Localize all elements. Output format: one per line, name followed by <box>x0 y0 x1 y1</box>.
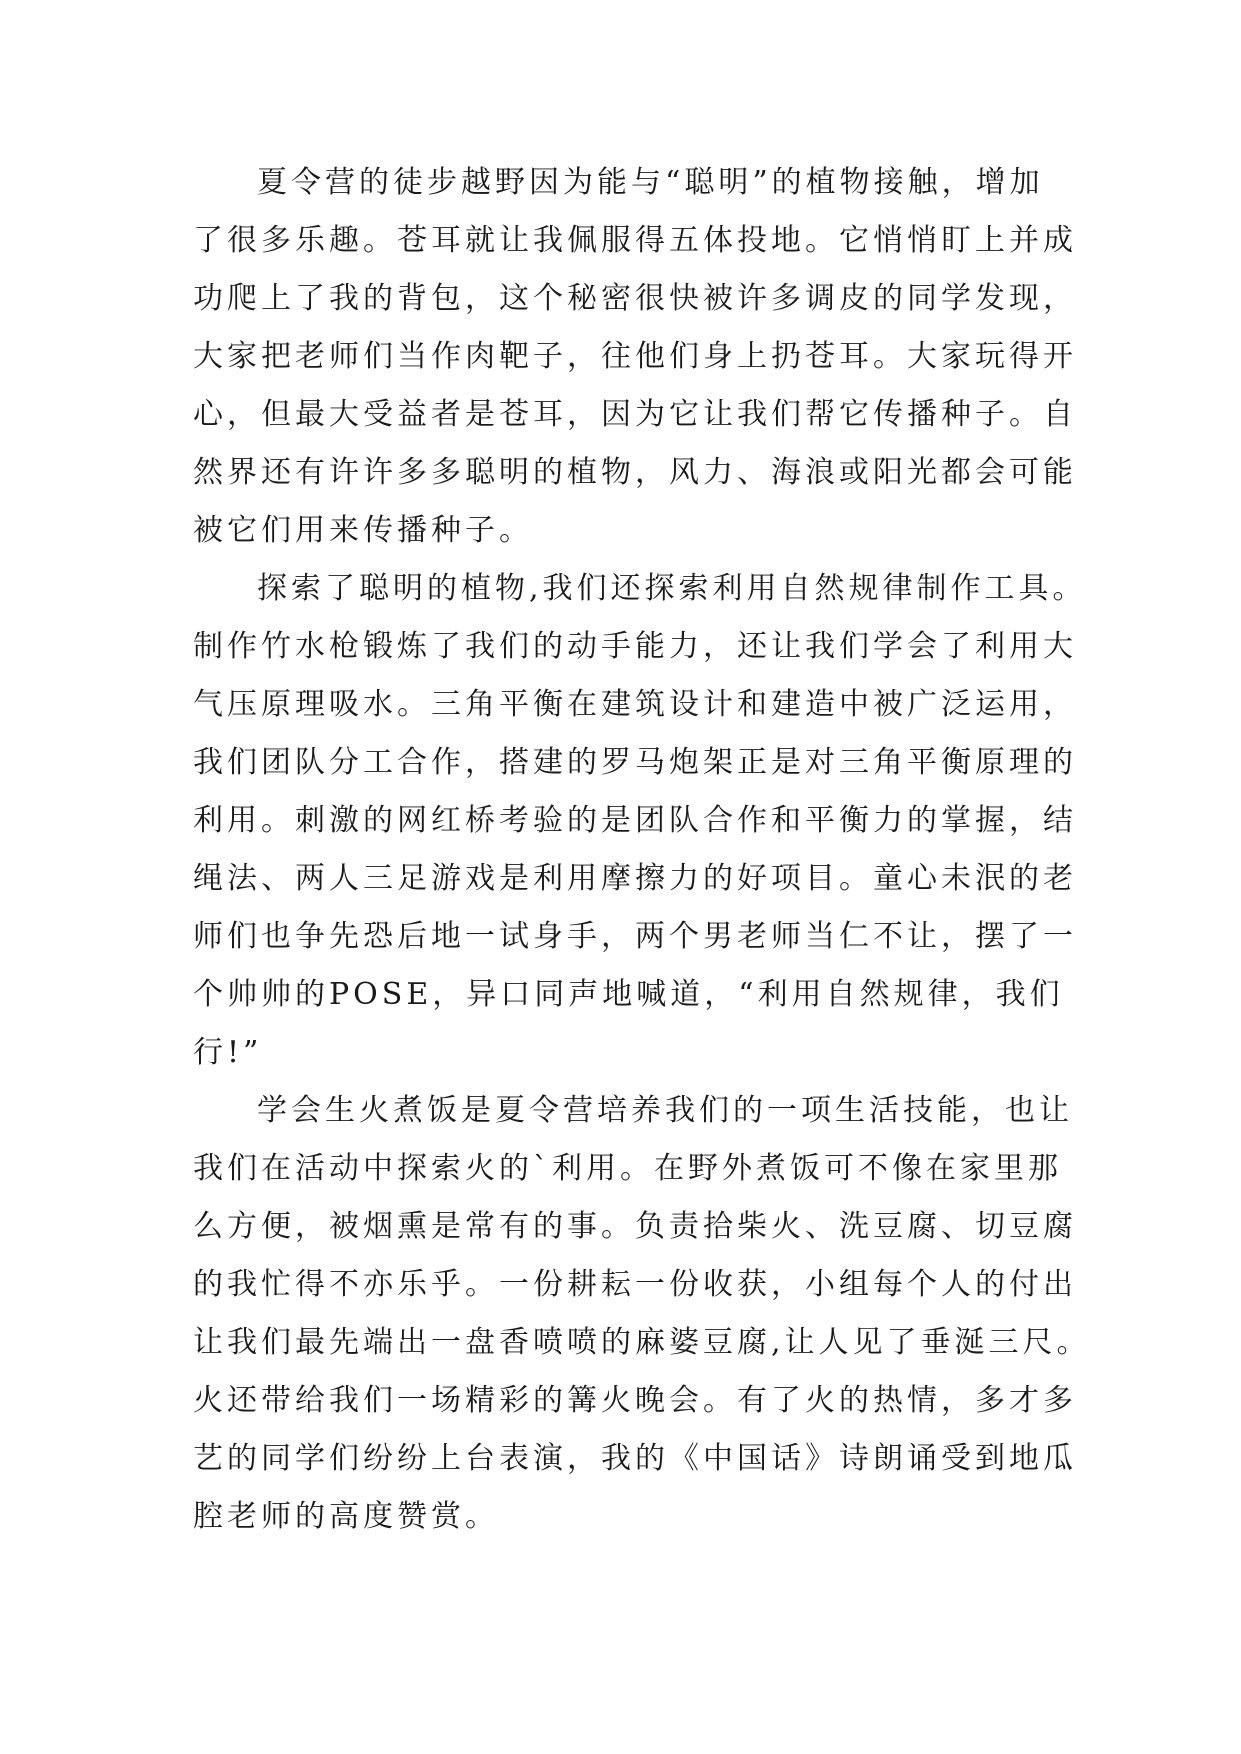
text-line: 夏令营的徒步越野因为能与“聪明”的植物接触，增加 <box>257 165 1044 200</box>
text-line: 被它们用来传播种子。 <box>193 513 533 548</box>
text-line: 了很多乐趣。苍耳就让我佩服得五体投地。它悄悄盯上并成 <box>193 223 1077 258</box>
text-line: 气压原理吸水。三角平衡在建筑设计和建造中被广泛运用， <box>193 687 1077 722</box>
text-line: 大家把老师们当作肉靶子，往他们身上扔苍耳。大家玩得开 <box>193 339 1077 374</box>
text-line: 腔老师的高度赞赏。 <box>193 1499 499 1534</box>
text-line: 我们团队分工合作，搭建的罗马炮架正是对三角平衡原理的 <box>193 745 1077 780</box>
text-line: 然界还有许许多多聪明的植物，风力、海浪或阳光都会可能 <box>193 455 1077 490</box>
paragraph-3 <box>193 1082 1091 1546</box>
text-line: 探索了聪明的植物,我们还探索利用自然规律制作工具。 <box>257 571 1087 606</box>
text-line: 艺的同学们纷纷上台表演，我的《中国话》诗朗诵受到地瓜 <box>193 1441 1077 1476</box>
paragraph-2 <box>193 560 1087 1082</box>
document-body <box>193 154 1091 1546</box>
text-line: 学会生火煮饭是夏令营培养我们的一项生活技能，也让 <box>257 1093 1073 1128</box>
text-line: 师们也争先恐后地一试身手，两个男老师当仁不让，摆了一 <box>193 919 1077 954</box>
text-line: 绳法、两人三足游戏是利用摩擦力的好项目。童心未泯的老 <box>193 861 1077 896</box>
text-line: 的我忙得不亦乐乎。一份耕耘一份收获，小组每个人的付出 <box>193 1267 1077 1302</box>
paragraph-1 <box>193 154 1077 560</box>
text-line: 利用。刺激的网红桥考验的是团队合作和平衡力的掌握，结 <box>193 803 1077 838</box>
text-line: 心，但最大受益者是苍耳，因为它让我们帮它传播种子。自 <box>193 397 1077 432</box>
text-line: 让我们最先端出一盘香喷喷的麻婆豆腐,让人见了垂涎三尺。 <box>193 1325 1091 1360</box>
text-line: 功爬上了我的背包，这个秘密很快被许多调皮的同学发现， <box>193 281 1077 316</box>
text-line: 火还带给我们一场精彩的篝火晚会。有了火的热情，多才多 <box>193 1383 1077 1418</box>
text-line: 我们在活动中探索火的`利用。在野外煮饭可不像在家里那 <box>193 1151 1062 1186</box>
text-line: 行!” <box>193 1035 263 1070</box>
text-line: 么方便，被烟熏是常有的事。负责拾柴火、洗豆腐、切豆腐 <box>193 1209 1077 1244</box>
text-line: 个帅帅的POSE，异口同声地喊道，“利用自然规律，我们 <box>193 977 1064 1012</box>
text-line: 制作竹水枪锻炼了我们的动手能力，还让我们学会了利用大 <box>193 629 1077 664</box>
